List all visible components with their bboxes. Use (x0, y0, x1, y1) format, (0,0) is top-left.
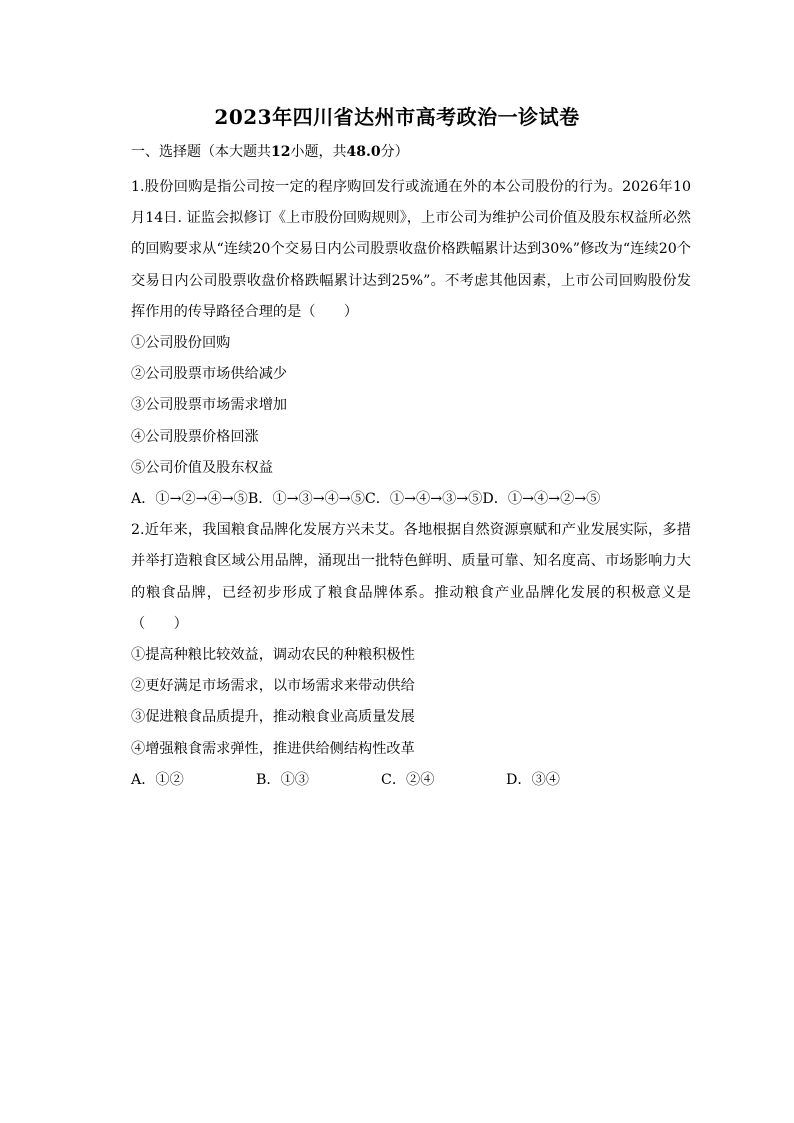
question-2-option-c[interactable]: C．②④ (381, 771, 435, 788)
question-2-option-d[interactable]: D．③④ (506, 771, 560, 788)
question-1-item-2: ②公司股票市场供给减少 (131, 366, 288, 383)
section-middle: 小题，共 (290, 144, 347, 160)
question-1-item-5: ⑤公司价值及股东权益 (131, 459, 273, 476)
total-points: 48.0 (346, 144, 381, 160)
question-2-option-a[interactable]: A．①② (131, 771, 184, 788)
question-2-item-3: ③促进粮食品质提升，推动粮食业高质量发展 (131, 709, 415, 726)
question-1-options (131, 484, 691, 515)
question-2-stem: 2.近年来，我国粮食品牌化发展方兴未艾。各地根据自然资源禀赋和产业发展实际，多措并举打造粮食区域公用品牌，涌现出一批特色鲜明、质量可靠、知名度高、市场影响力大的粮食品牌，已经初步形成了粮食品牌体系。推动粮食产业品牌化发展的积极意义是（ ） (131, 522, 691, 632)
question-1-stem: 1.股份回购是指公司按一定的程序购回发行或流通在外的本公司股份的行为。2026年10月14日. 证监会拟修订《上市股份回购规则》，上市公司为维护公司价值及股东权益所必然的回购要求从“连续20个交易日内公司股票收盘价格跌幅累计达到30%”修改为“连续20个交易日内公司股票收盘价格跌幅累计达到25%”。不考虑其他因素，上市公司回购股份发挥作用的传导路径合理的是（ ） (131, 179, 691, 320)
questions-area (131, 172, 691, 796)
exam-title: 2023年四川省达州市高考政治一诊试卷 (214, 105, 580, 129)
section-suffix: 分） (380, 144, 409, 160)
question-1-option-b[interactable]: B．①→③→④→⑤ (247, 491, 365, 508)
question-1-item-4: ④公司股票价格回涨 (131, 428, 259, 445)
question-2-options (131, 765, 691, 796)
question-1-item-1: ①公司股份回购 (131, 335, 231, 352)
section-prefix: 一、选择题（本大题共 (131, 144, 271, 160)
question-2-item-2: ②更好满足市场需求，以市场需求来带动供给 (131, 678, 415, 695)
question-count: 12 (271, 144, 291, 160)
question-2 (131, 515, 691, 796)
section-heading (131, 142, 409, 162)
question-1-option-a[interactable]: A．①→②→④→⑤ (131, 491, 248, 508)
question-1-option-d[interactable]: D．①→④→②→⑤ (482, 491, 601, 508)
question-1 (131, 172, 691, 515)
question-2-option-b[interactable]: B．①③ (256, 771, 309, 788)
question-2-item-4: ④增强粮食需求弹性，推进供给侧结构性改革 (131, 740, 415, 757)
question-2-item-1: ①提高种粮比较效益，调动农民的种粮积极性 (131, 647, 415, 664)
question-1-item-3: ③公司股票市场需求增加 (131, 397, 288, 414)
question-1-option-c[interactable]: C．①→④→③→⑤ (364, 491, 483, 508)
